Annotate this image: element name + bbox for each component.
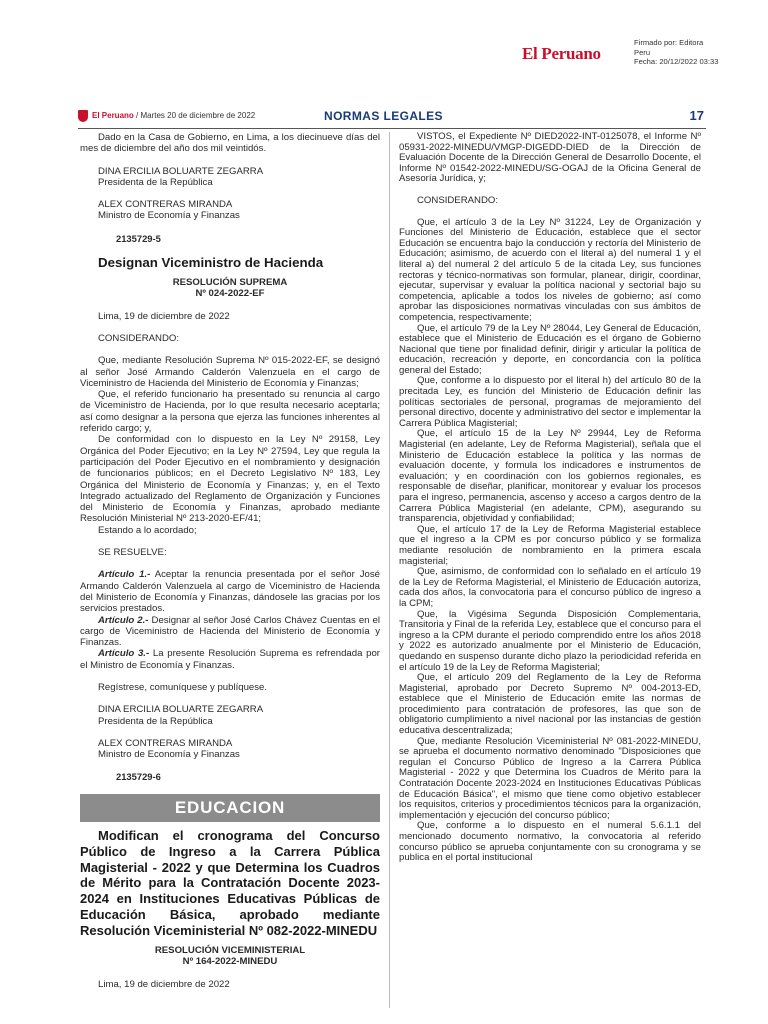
recital-paragraph: Que, conforme a lo dispuesto por el literal h) del artículo 80 de la precitada Ley, es función del Ministerio de Educación definir las políticas sectoriales de personal, programas de mejoramiento del personal directivo, docente y administrativo del sector e implementar la Carrera Pública Magisterial; [399,375,701,429]
signatory-name: DINA ERCILIA BOLUARTE ZEGARRA [98,165,264,177]
recital-paragraph: Que, mediante Resolución Suprema Nº 015-2022-EF, se designó al señor José Armando Calderón Valenzuela en el cargo de Viceministro de Hacienda del Ministerio de Economía y Finanzas; [80,355,380,389]
signature-date: Fecha: 20/12/2022 03:33 [634,57,719,67]
article-2-text: Designar al señor José Carlos Chávez Cuentas en el cargo de Viceministro de Hacienda del Ministerio de Economía y Finanzas. [80,614,380,649]
article-3-label: Artículo 3.- [98,648,150,660]
signatory-name: DINA ERCILIA BOLUARTE ZEGARRA [98,704,264,716]
header-brand-name: El Peruano [92,111,134,120]
signed-by: Firmado por: Editora [634,38,704,47]
closing-paragraph: Dado en la Casa de Gobierno, en Lima, a los diecinueve días del mes de diciembre del año dos mil veintidós. [80,132,380,155]
recital-paragraph: Que, el artículo 209 del Reglamento de la Ley de Reforma Magisterial, aprobado por Decreto Supremo Nº 004-2013-ED, establece que el Ministerio de Educación emite las normas de procedimiento para contratación de profesores, las que son de obligatorio cumplimiento a nivel nacional por las instancias de gestión educativa descentralizada; [399,672,701,737]
column-divider [389,132,390,1008]
signature-country: Peru [634,47,651,57]
resolution-number: Nº 164-2022-MINEDU [182,956,278,968]
considerando-label: CONSIDERANDO: [98,332,180,344]
recital-paragraph: Que, la Vigésima Segunda Disposición Complementaria, Transitoria y Final de la referida Ley, establece que el concurso para el ingreso a la CPM durante el periodo comprendido entre los años 2018 y 2022 es autorizado anualmente por el Ministerio de Educación, quedando en suspenso durante dicho plazo la periodicidad referida en el artículo 19 de la Ley de Reforma Magisterial; [399,608,701,673]
section-name: NORMAS LEGALES [324,109,443,123]
vistos-paragraph: VISTOS, el Expediente Nº DIED2022-INT-0125078, el Informe Nº 05931-2022-MINEDU/VMGP-DIGEDD-DIED de la Dirección de Evaluación Docente de la Dirección General de Desarrollo Docente, el Informe Nº 01542-2022-MINEDU/SG-OGAJ de la Oficina General de Asesoría Jurídica, y; [399,131,701,185]
place-date: Lima, 19 de diciembre de 2022 [98,978,230,990]
recital-paragraph: Que, el artículo 17 de la Ley de Reforma Magisterial establece que el ingreso a la CPM es por concurso público y se formaliza mediante resolución de nombramiento en la primera escala magisterial; [399,523,701,567]
recital-paragraph: Que, el artículo 15 de la Ley Nº 29944, Ley de Reforma Magisterial (en adelante, Ley de Reforma Magisterial), señala que el Ministerio de Educación establece la política y las normas de evaluación docente, y formula los indicadores e instrumentos de evaluación; y en coordinación con los gobiernos regionales, es responsable de diseñar, planificar, monitorear y evaluar los procesos para el ingreso, permanencia, ascenso y acceso a cargos dentro de la Carrera Pública Magisterial (en adelante, CPM), asegurando su transparencia, objetividad y confiabilidad; [399,428,701,525]
article-heading: Designan Viceministro de Hacienda [98,255,324,271]
article-3 [80,648,380,671]
recital-paragraph: Estando a lo acordado; [98,524,197,536]
recital-paragraph: Que, el referido funcionario ha presentado su renuncia al cargo de Viceministro de Hacienda, por lo que resulta necesario aceptarla; así como designar a la persona que ejerza las funciones inherentes al referido cargo; y, [80,389,380,435]
header-brand [92,111,255,120]
signatory-role: Presidenta de la República [98,176,213,188]
recital-paragraph: Que, mediante Resolución Viceministerial Nº 081-2022-MINEDU, se aprueba el documento normativo denominado "Disposiciones que regulan el Concurso Público de Ingreso a la Carrera Pública Magisterial - 2022 y que Determina los Cuadros de Mérito para la Contratación Docente 2023-2024 en Instituciones Educativas Públicas de Educación Básica", el mismo que tiene como objetivo establecer los requisitos, criterios y procedimientos técnicos para la organización, implementación y ejecución del concurso público; [399,735,701,821]
considerando-label: CONSIDERANDO: [417,194,499,206]
article-1 [80,569,380,614]
page-header [78,108,706,129]
header-date: / Martes 20 de diciembre de 2022 [136,111,256,120]
el-peruano-logo: El Peruano [522,44,601,63]
signature-details [634,38,718,67]
left-column [80,132,380,990]
resolution-title: RESOLUCIÓN SUPREMA [172,277,288,289]
coat-of-arms-icon [78,110,88,122]
page-number: 17 [689,108,704,123]
article-2 [80,615,380,649]
resolution-title: RESOLUCIÓN VICEMINISTERIAL [154,945,306,957]
digital-signature-stamp [522,38,762,72]
resolution-headline: Modifican el cronograma del Concurso Público de Ingreso a la Carrera Pública Magisterial - 2022 y que Determina los Cuadros de Mérito para la Contratación Docente 2023-2024 en Instituciones Educativas Públicas de Educación Básica, aprobado mediante Resolución Viceministerial Nº 082-2022-MINEDU [80,827,380,939]
signatory-role: Ministro de Economía y Finanzas [98,210,240,222]
resolution-number: Nº 024-2022-EF [195,288,265,300]
publication-code: 2135729-5 [116,232,161,244]
recital-paragraph: Que, el artículo 3 de la Ley Nº 31224, Ley de Organización y Funciones del Ministerio de Educación, establece que el sector Educación se encuentra bajo la conducción y rectoría del Ministerio de Educación; asimismo, de acuerdo con el literal a) del numeral 1 y el literal a) del numeral 2 del artículo 5 de la citada Ley, sus funciones rectoras y técnico-normativas son formular, planear, dirigir, coordinar, ejecutar, supervisar y evaluar la política nacional y sectorial bajo su competencia, aplicable a todos los niveles de gobierno; así como aprobar las disposiciones normativas vinculadas con sus ámbitos de competencia, respectivamente; [399,216,701,323]
se-resuelve-label: SE RESUELVE: [98,547,167,559]
publication-code: 2135729-6 [116,771,161,783]
signatory-role: Presidenta de la República [98,715,213,727]
signatory-role: Ministro de Economía y Finanzas [98,749,240,761]
article-1-label: Artículo 1.- [98,569,151,581]
article-2-label: Artículo 2.- [98,614,149,626]
right-column [399,132,701,864]
recital-paragraph: Que, conforme a lo dispuesto en el numeral 5.6.1.1 del mencionado documento normativo, la convocatoria al referido concurso público se aprueba conjuntamente con su cronograma y se publica en el portal institucional [399,820,701,864]
recital-paragraph: Que, el artículo 79 de la Ley Nº 28044, Ley General de Educación, establece que el Ministerio de Educación es el órgano de Gobierno Nacional que tiene por finalidad definir, dirigir y articular la política de educación, recreación y deporte, en concordancia con la política general del Estado; [399,322,701,376]
article-3-text: La presente Resolución Suprema es refrendada por el Ministro de Economía y Finanzas. [80,648,380,671]
signatory-name: ALEX CONTRERAS MIRANDA [98,199,233,211]
recital-paragraph: Que, asimismo, de conformidad con lo señalado en el artículo 19 de la Ley de Reforma Magisterial, el Ministerio de Educación autoriza, cada dos años, la convocatoria para el concurso público de ingreso a la CPM; [399,566,701,609]
recital-paragraph: De conformidad con lo dispuesto en la Ley Nº 29158, Ley Orgánica del Poder Ejecutivo; en la Ley Nº 27594, Ley que regula la participación del Poder Ejecutivo en el nombramiento y designación de funcionarios públicos; en el Decreto Legislativo Nº 183, Ley Orgánica del Ministerio de Economía y Finanzas; y, en el Texto Integrado actualizado del Reglamento de Organización y Funciones del Ministerio de Economía y Finanzas, aprobado mediante Resolución Ministerial Nº 213-2020-EF/41; [80,434,380,525]
signatory-name: ALEX CONTRERAS MIRANDA [98,737,233,749]
closing-formula: Regístrese, comuníquese y publíquese. [98,681,268,693]
place-date: Lima, 19 de diciembre de 2022 [98,310,230,322]
section-banner: EDUCACION [80,794,380,822]
article-1-text: Aceptar la renuncia presentada por el señor José Armando Calderón Valenzuela al cargo de Viceministro de Hacienda del Ministerio de Economía y Finanzas, dándosele las gracias por los servicios prestados. [80,569,381,615]
